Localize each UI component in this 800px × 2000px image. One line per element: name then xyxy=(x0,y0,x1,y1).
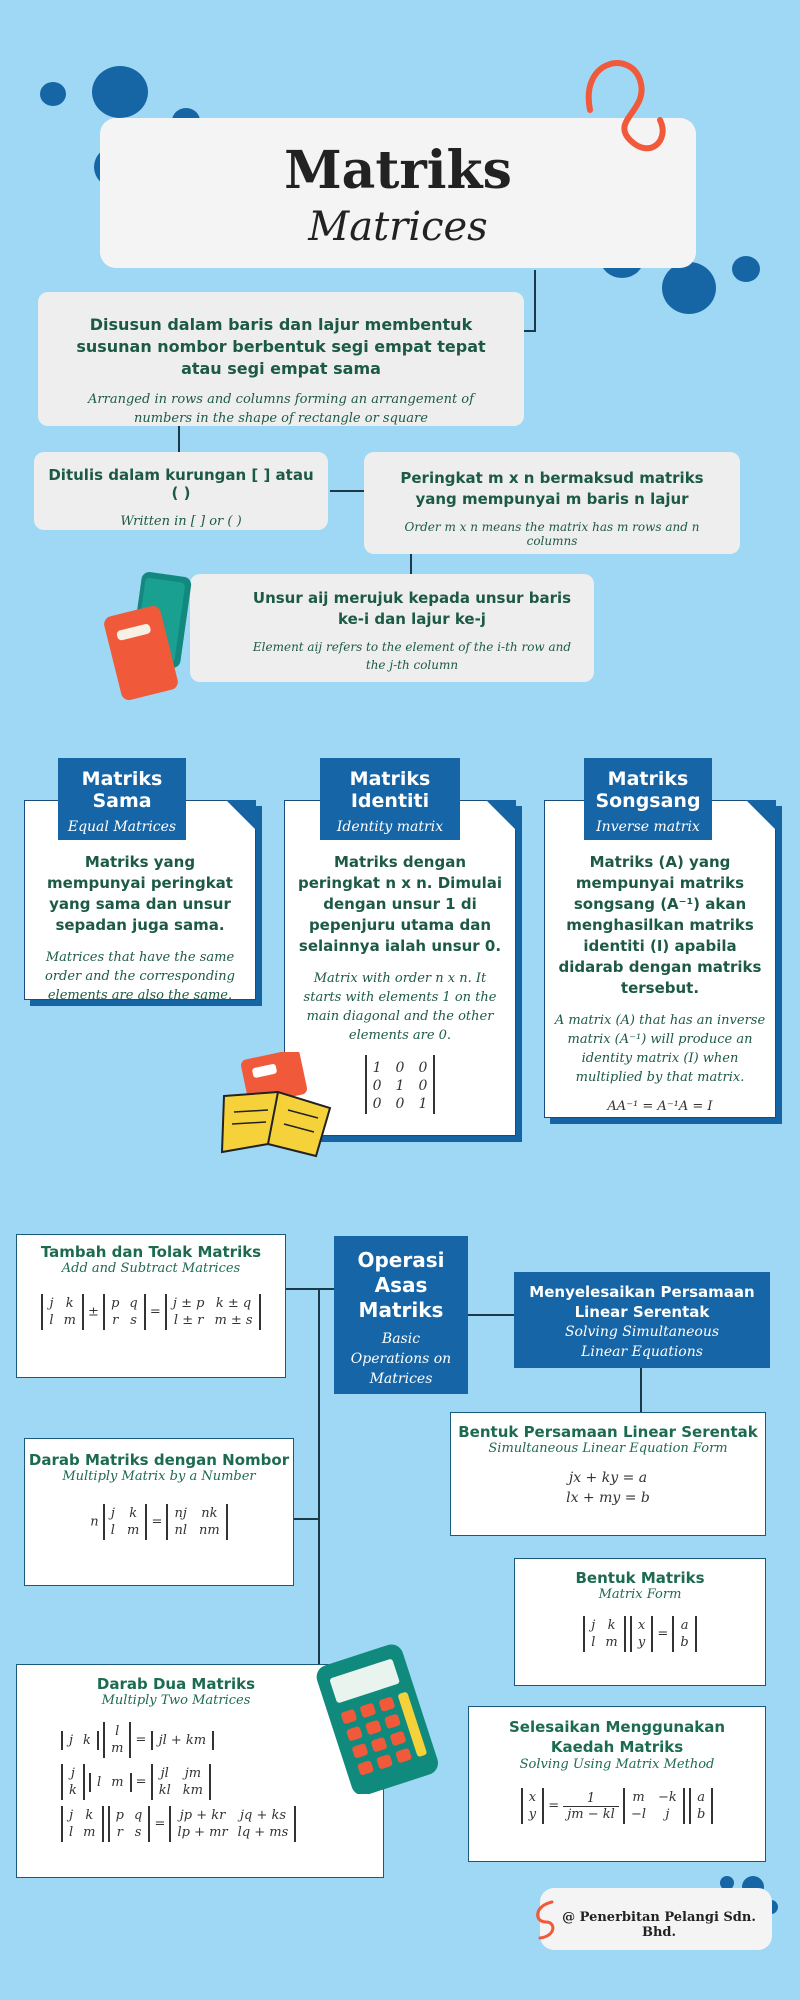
cell: k xyxy=(607,1618,616,1633)
cell: nl xyxy=(174,1523,188,1538)
equal-text: Matriks yang mempunyai peringkat yang sama dan unsur sepadan juga sama. xyxy=(47,853,233,934)
solve-method-card xyxy=(468,1706,766,1862)
connector xyxy=(410,554,412,574)
form-eq-1: jx + ky = a xyxy=(568,1470,648,1486)
cell: −l xyxy=(630,1807,647,1822)
op-add-subtitle: Add and Subtract Matrices xyxy=(61,1261,241,1276)
connector xyxy=(640,1368,642,1412)
matrix-cell: 0 xyxy=(372,1096,382,1112)
cell: lq + ms xyxy=(237,1825,289,1840)
cell: k xyxy=(65,1296,74,1311)
cell: m xyxy=(83,1825,96,1840)
method-title: Selesaikan Menggunakan Kaedah Matriks xyxy=(509,1718,725,1756)
cell: m xyxy=(126,1523,140,1538)
type-title: Matriks Songsang xyxy=(595,768,701,812)
cell: x xyxy=(637,1618,646,1633)
element-text-en: Element aij refers to the element of the i-th row and the j-th column xyxy=(252,640,572,672)
matform-subtitle: Matrix Form xyxy=(598,1587,682,1602)
matrix-cell: 1 xyxy=(372,1060,382,1076)
ops-subtitle: Basic Operations on Matrices xyxy=(350,1331,452,1387)
fraction-denominator: jm − kl xyxy=(567,1806,615,1822)
order-text-en: Order m x n means the matrix has m rows and n columns xyxy=(404,520,700,548)
multiply-row-3 xyxy=(61,1806,363,1842)
connector xyxy=(290,1518,320,1520)
decor-blob xyxy=(662,262,716,314)
cell: y xyxy=(528,1807,537,1822)
cell: a xyxy=(680,1618,689,1633)
cell: j xyxy=(69,1808,74,1823)
cell: r xyxy=(116,1825,123,1840)
cell: l xyxy=(110,1523,115,1538)
operator: ± xyxy=(88,1304,99,1320)
matform-formula xyxy=(515,1616,765,1652)
element-card xyxy=(190,574,594,682)
cell: j ± p xyxy=(172,1296,205,1311)
intro-text-en: Arranged in rows and columns forming an arrangement of numbers in the shape of rectangle or square xyxy=(88,392,474,426)
type-title: Matriks Sama xyxy=(81,768,163,812)
cell: km xyxy=(182,1783,203,1798)
cell: j xyxy=(110,1506,115,1521)
cell: m xyxy=(111,1774,124,1790)
cell: r xyxy=(112,1313,119,1328)
decor-blob xyxy=(92,66,148,118)
cell: jq + ks xyxy=(239,1808,287,1823)
type-header-identity xyxy=(320,758,460,840)
cell: kl xyxy=(158,1783,171,1798)
method-subtitle: Solving Using Matrix Method xyxy=(519,1757,715,1772)
cell: s xyxy=(134,1825,142,1840)
cell: y xyxy=(637,1635,646,1650)
type-header-equal xyxy=(58,758,186,840)
cell: j xyxy=(591,1618,596,1633)
order-card xyxy=(364,452,740,554)
op-scalar-formula xyxy=(25,1504,293,1540)
cell: jm xyxy=(184,1766,202,1781)
intro-card xyxy=(38,292,524,426)
op-add-formula xyxy=(17,1294,285,1330)
connector xyxy=(286,1288,336,1290)
equal-text-en: Matrices that have the same order and the corresponding elements are also the same. xyxy=(45,950,235,1003)
cell: l ± r xyxy=(173,1313,204,1328)
op-add-title: Tambah dan Tolak Matriks xyxy=(40,1243,262,1261)
cell: l xyxy=(69,1825,74,1840)
cell: x xyxy=(528,1790,537,1805)
connector xyxy=(468,1314,514,1316)
operator: = xyxy=(149,1304,161,1320)
written-card xyxy=(34,452,328,530)
inverse-text: Matriks (A) yang mempunyai matriks songsang (A⁻¹) akan menghasilkan matriks identiti (I) apabila didarab dengan matriks tersebut. xyxy=(558,853,762,997)
type-subtitle: Identity matrix xyxy=(336,819,444,835)
ops-center xyxy=(334,1236,468,1394)
solve-subtitle: Solving Simultaneous Linear Equations xyxy=(564,1324,720,1360)
order-text: Peringkat m x n bermaksud matriks yang mempunyai m baris n lajur xyxy=(400,469,704,508)
fraction-numerator: 1 xyxy=(563,1791,619,1807)
matrix-cell: 0 xyxy=(395,1060,405,1076)
cell: a xyxy=(697,1790,705,1805)
cell: l xyxy=(49,1313,54,1328)
notebook-illustration xyxy=(218,1052,338,1162)
matrix-cell: 1 xyxy=(418,1096,428,1112)
cell: k xyxy=(69,1783,77,1798)
operator: = xyxy=(154,1816,166,1832)
cell: −k xyxy=(658,1790,677,1805)
scalar: n xyxy=(90,1514,99,1530)
operator: = xyxy=(151,1514,163,1530)
op-add-card xyxy=(16,1234,286,1378)
cell: m xyxy=(63,1313,76,1328)
operator: = xyxy=(657,1626,669,1642)
cell: m ± s xyxy=(214,1313,253,1328)
cell: m xyxy=(111,1741,124,1756)
cell: j xyxy=(69,1732,74,1748)
op-multiply-title: Darab Dua Matriks xyxy=(96,1675,256,1693)
identity-text: Matriks dengan peringkat n x n. Dimulai dengan unsur 1 di pepenjuru utama dan selainnya ialah unsur 0. xyxy=(297,853,503,955)
written-text: Ditulis dalam kurungan [ ] atau ( ) xyxy=(48,466,314,502)
cell: jp + kr xyxy=(179,1808,226,1823)
cell: nj xyxy=(174,1506,187,1521)
inverse-text-en: A matrix (A) that has an inverse matrix (A⁻¹) will produce an identity matrix (I) when multiplied by that matrix. xyxy=(554,1013,766,1085)
form-title: Bentuk Persamaan Linear Serentak xyxy=(458,1423,758,1441)
page-subtitle: Matrices xyxy=(308,204,488,250)
solve-title: Menyelesaikan Persamaan Linear Serentak xyxy=(529,1283,755,1321)
cell: k xyxy=(83,1732,91,1748)
page-title: Matriks xyxy=(284,140,512,201)
fold-icon xyxy=(746,800,776,830)
connector xyxy=(534,270,536,330)
form-eq-2: lx + my = b xyxy=(566,1490,650,1506)
cell: k xyxy=(85,1808,94,1823)
equal-desc xyxy=(34,852,246,1005)
cell: q xyxy=(129,1296,138,1311)
operator: = xyxy=(135,1774,147,1790)
fold-icon xyxy=(486,800,516,830)
cell: s xyxy=(130,1313,137,1328)
cell: lp + mr xyxy=(177,1825,228,1840)
written-text-en: Written in [ ] or ( ) xyxy=(120,514,242,529)
matrix-cell: 0 xyxy=(418,1060,428,1076)
solve-header xyxy=(514,1272,770,1368)
identity-text-en: Matrix with order n x n. It starts with elements 1 on the main diagonal and the other elements are 0. xyxy=(303,971,497,1043)
cell: j xyxy=(665,1807,670,1822)
matrix-cell: 1 xyxy=(395,1078,405,1094)
solve-matrix-form-card xyxy=(514,1558,766,1686)
cell: p xyxy=(111,1296,120,1311)
op-multiply-subtitle: Multiply Two Matrices xyxy=(101,1693,251,1708)
operator: = xyxy=(548,1798,560,1814)
intro-text: Disusun dalam baris dan lajur membentuk susunan nombor berbentuk segi empat tepat atau segi empat sama xyxy=(76,315,486,378)
cell: j xyxy=(49,1296,54,1311)
inverse-formula: AA⁻¹ = A⁻¹A = I xyxy=(607,1099,713,1114)
matrix-cell: 0 xyxy=(395,1096,405,1112)
inverse-desc xyxy=(554,852,766,1114)
matrix-cell: 0 xyxy=(418,1078,428,1094)
type-header-inverse xyxy=(584,758,712,840)
cell: q xyxy=(133,1808,143,1823)
cell: nk xyxy=(201,1506,218,1521)
fold-icon xyxy=(226,800,256,830)
matform-title: Bentuk Matriks xyxy=(575,1569,705,1587)
identity-matrix xyxy=(365,1055,436,1114)
cell: m xyxy=(632,1790,645,1805)
cell: k xyxy=(129,1506,138,1521)
operator: = xyxy=(135,1732,147,1748)
cell: l xyxy=(97,1774,102,1790)
cell: p xyxy=(115,1808,124,1823)
cell: b xyxy=(680,1635,689,1650)
cell: l xyxy=(115,1724,120,1739)
books-illustration xyxy=(104,566,214,706)
method-formula xyxy=(469,1788,765,1824)
cell: j xyxy=(70,1766,75,1781)
form-subtitle: Simultaneous Linear Equation Form xyxy=(488,1441,728,1456)
type-subtitle: Equal Matrices xyxy=(67,819,177,835)
type-subtitle: Inverse matrix xyxy=(596,819,700,835)
cell: k ± q xyxy=(215,1296,252,1311)
cell: jl + km xyxy=(158,1732,207,1748)
cell: l xyxy=(591,1635,596,1650)
cell: b xyxy=(696,1807,706,1822)
type-title: Matriks Identiti xyxy=(349,768,431,812)
op-scalar-card xyxy=(24,1438,294,1586)
decor-blob xyxy=(40,82,66,106)
op-scalar-subtitle: Multiply Matrix by a Number xyxy=(62,1469,256,1484)
matrix-cell: 0 xyxy=(372,1078,382,1094)
connector xyxy=(330,490,364,492)
connector xyxy=(318,1288,320,1664)
decor-blob xyxy=(732,256,760,282)
ops-title: Operasi Asas Matriks xyxy=(357,1248,445,1322)
cell: nm xyxy=(199,1523,220,1538)
element-text: Unsur aij merujuk kepada unsur baris ke-i dan lajur ke-j xyxy=(252,589,572,628)
cell: m xyxy=(605,1635,618,1650)
footer-credit: @ Penerbitan Pelangi Sdn. Bhd. xyxy=(562,1910,756,1940)
solve-form-card xyxy=(450,1412,766,1536)
op-scalar-title: Darab Matriks dengan Nombor xyxy=(28,1451,290,1469)
calculator-illustration xyxy=(312,1644,442,1794)
cell: jl xyxy=(160,1766,169,1781)
